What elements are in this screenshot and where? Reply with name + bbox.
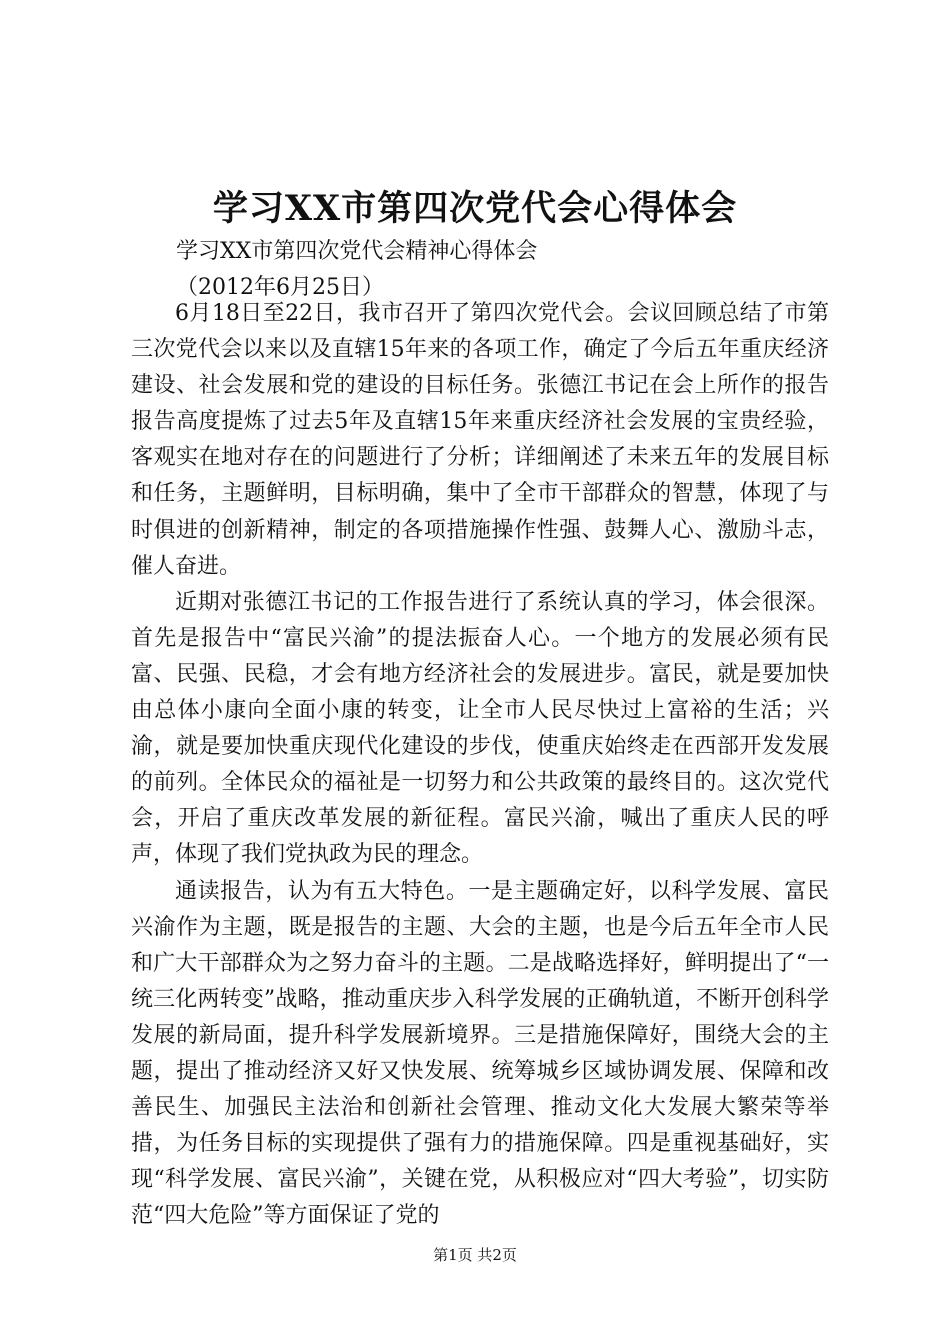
- page-footer: 第1页 共2页: [433, 1246, 517, 1264]
- paragraph: 近期对张德江书记的工作报告进行了系统认真的学习，体会很深。首先是报告中“富民兴渝”的提法振奋人心。一个地方的发展必须有民富、民强、民稳，才会有地方经济社会的发展进步。富民，就是要加快由总体小康向全面小康的转变，让全市人民尽快过上富裕的生活；兴渝，就是要加快重庆现代化建设的步伐，使重庆始终走在西部开发发展的前列。全体民众的福祉是一切努力和公共政策的最终目的。这次党代会，开启了重庆改革发展的新征程。富民兴渝，喊出了重庆人民的呼声，体现了我们党执政为民的理念。: [131, 589, 829, 868]
- document-body: [131, 296, 829, 1234]
- paragraph: 6月18日至22日，我市召开了第四次党代会。会议回顾总结了市第三次党代会以来以及直辖15年来的各项工作，确定了今后五年重庆经济建设、社会发展和党的建设的目标任务。张德江书记在会上所作的报告报告高度提炼了过去5年及直辖15年来重庆经济社会发展的宝贵经验，客观实在地对存在的问题进行了分析；详细阐述了未来五年的发展目标和任务，主题鲜明，目标明确，集中了全市干部群众的智慧，体现了与时俱进的创新精神，制定的各项措施操作性强、鼓舞人心、激励斗志，催人奋进。: [131, 301, 829, 579]
- document-subtitle: 学习XX市第四次党代会精神心得体会: [176, 239, 538, 264]
- document-title: 学习XX市第四次党代会心得体会: [212, 188, 738, 229]
- paragraph: 通读报告，认为有五大特色。一是主题确定好，以科学发展、富民兴渝作为主题，既是报告的主题、大会的主题，也是今后五年全市人民和广大干部群众为之努力奋斗的主题。二是战略选择好，鲜明提出了“一统三化两转变”战略，推动重庆步入科学发展的正确轨道，不断开创科学发展的新局面，提升科学发展新境界。三是措施保障好，围绕大会的主题，提出了推动经济又好又快发展、统筹城乡区域协调发展、保障和改善民生、加强民主法治和创新社会管理、推动文化大发展大繁荣等举措，为任务目标的实现提供了强有力的措施保障。四是重视基础好，实现“科学发展、富民兴渝”，关键在党，从积极应对“四大考验”，切实防范“四大危险”等方面保证了党的: [131, 878, 829, 1229]
- document-date: （2012年6月25日）: [176, 275, 384, 300]
